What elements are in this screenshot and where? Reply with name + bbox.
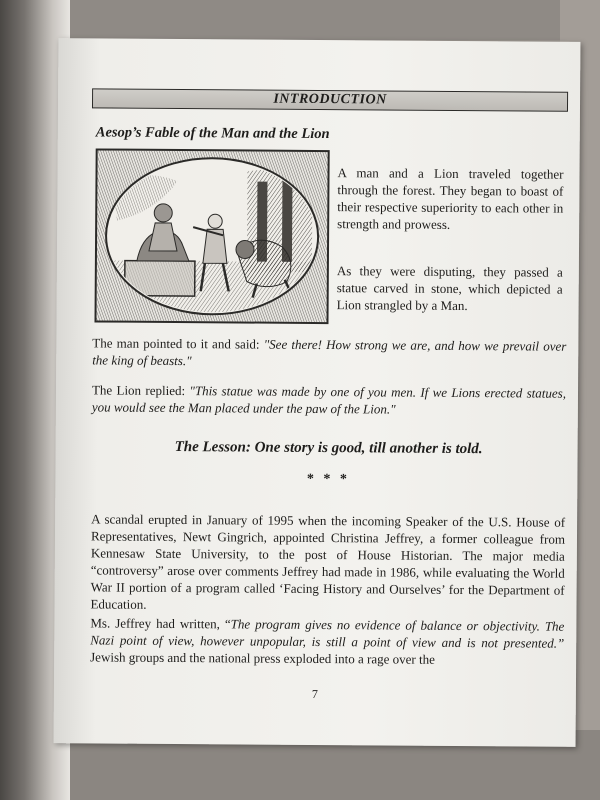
section-separator: * * * <box>306 471 350 488</box>
page-content <box>54 38 581 747</box>
fable-paragraph-2: As they were disputing, they passed a statue carved in stone, which depicted a Lion strangled by a Man. <box>336 263 563 314</box>
lion-replied-quote: "This statue was made by one of you men. If we Lions erected statues, you would see the Man placed under the paw of the Lion." <box>91 383 567 417</box>
man-pointed-lead: The man pointed to it and said: <box>92 335 264 352</box>
jeffrey-paragraph <box>90 614 564 668</box>
jeffrey-quote: The program gives no evidence of balance or objectivity. The Nazi point of view, however unpopular, is still a point of view and is not presented.” <box>90 616 565 651</box>
page-number: 7 <box>311 686 318 702</box>
background-top <box>0 0 600 40</box>
jeffrey-lead: Ms. Jeffrey had written, “ <box>90 615 231 632</box>
book-page <box>54 38 581 747</box>
lesson-heading: The Lesson: One story is good, till another is told. <box>174 439 483 458</box>
man-pointed-quote: "See there! How strong we are, and how we prevail over the king of beasts." <box>92 336 567 369</box>
engraving-man-and-lion-icon <box>96 150 327 322</box>
fable-paragraph-1: A man and a Lion traveled together through the forest. They began to boast of their respective superiority to each other in strength and prowess. <box>337 165 564 232</box>
man-pointed-paragraph <box>92 334 566 371</box>
jeffrey-tail: Jewish groups and the national press exploded into a rage over the <box>90 649 435 667</box>
lion-replied-paragraph <box>92 381 566 418</box>
engraving-illustration <box>94 148 329 324</box>
lion-replied-lead: The Lion replied: <box>91 382 190 399</box>
section-header: INTRODUCTION <box>92 88 568 111</box>
scandal-paragraph: A scandal erupted in January of 1995 when the incoming Speaker of the U.S. House of Representatives, Newt Gingrich, appointed Christina Jeffrey, a former colleague from Kennesaw State University, to the post of House Historian. The major media “controversy” arose over comments Jeffrey had made in 1986, while evaluating the World War II portion of a program called ‘Facing History and Ourselves’ for the Department of Education. <box>90 511 566 612</box>
fable-title: Aesop’s Fable of the Man and the Lion <box>95 124 330 143</box>
